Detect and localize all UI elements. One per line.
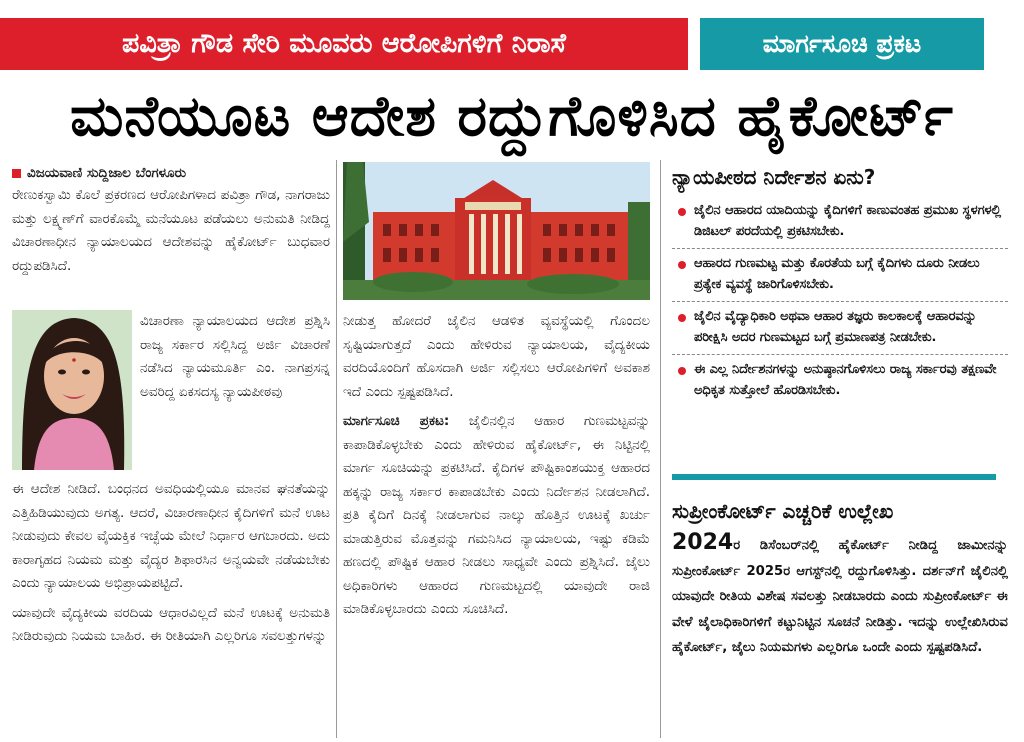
sidebar-divider xyxy=(672,474,996,480)
kicker-banner: ಪವಿತ್ರಾ ಗೌಡ ಸೇರಿ ಮೂವರು ಆರೋಪಿಗಳಿಗೆ ನಿರಾಸೆ xyxy=(0,18,688,70)
bullet-icon xyxy=(678,208,686,216)
byline-text: ವಿಜಯವಾಣಿ ಸುದ್ದಿಜಾಲ ಬೆಂಗಳೂರು xyxy=(27,165,187,181)
supreme-court-box-title: ಸುಪ್ರೀಂಕೋರ್ಟ್ ಎಚ್ಚರಿಕೆ ಉಲ್ಲೇಖ xyxy=(672,499,894,523)
direction-text: ಜೈಲಿನ ವೈದ್ಯಾಧಿಕಾರಿ ಅಥವಾ ಆಹಾರ ತಜ್ಞರು ಕಾಲಕಾಲಕ್ಕೆ ಆಹಾರವನ್ನು ಪರೀಕ್ಷಿಸಿ ಅದರ ಗುಣಮಟ್ಟದ ಬಗ್ಗೆ ಪ್ರಮಾಣಪತ್ರ ನೀಡಬೇಕು. xyxy=(694,309,977,345)
article-column-1 xyxy=(12,162,330,284)
subhead-guidelines: ಮಾರ್ಗಸೂಚಿ ಪ್ರಕಟ: xyxy=(343,413,450,429)
byline-square-icon xyxy=(12,169,21,178)
direction-item xyxy=(672,355,1008,407)
intro-paragraph: ರೇಣುಕಸ್ವಾಮಿ ಕೊಲೆ ಪ್ರಕರಣದ ಆರೋಪಿಗಳಾದ ಪವಿತ್ರಾ ಗೌಡ, ನಾಗರಾಜು ಮತ್ತು ಲಕ್ಷ್ಮಣ್‌ಗೆ ವಾರಕೊಮ್ಮೆ ಮನೆಯೂಟ ಪಡೆಯಲು ಅನುಮತಿ ನೀಡಿದ್ದ ವಿಚಾರಣಾಧೀನ ನ್ಯಾಯಾಲಯದ ಆದೇಶವನ್ನು ಹೈಕೋರ್ಟ್ ಬುಧವಾರ ರದ್ದುಪಡಿಸಿದೆ. xyxy=(12,187,330,274)
paragraph: ಈ ಆದೇಶ ನೀಡಿದೆ. ಬಂಧನದ ಅವಧಿಯಲ್ಲಿಯೂ ಮಾನವ ಘನತೆಯನ್ನು ಎತ್ತಿಹಿಡಿಯುವುದು ಅಗತ್ಯ. ಆದರೆ, ವಿಚಾರಣಾಧೀನ ಕೈದಿಗಳಿಗೆ ಮನೆ ಊಟ ನೀಡುವುದು ಕೇವಲ ವೈಯಕ್ತಿಕ ಇಚ್ಛೆಯ ಮೇಲೆ ನಿರ್ಧಾರ ಆಗಬಾರದು. ಅದು ಕಾರಾಗೃಹದ ನಿಯಮ ಮತ್ತು ವೈದ್ಯರ ಶಿಫಾರಸಿನ ಅನ್ವಯವೇ ನಡೆಯಬೇಕು ಎಂದು ನ್ಯಾಯಾಲಯ ಅಭಿಪ್ರಾಯಪಟ್ಟಿದೆ. xyxy=(12,481,330,591)
direction-item xyxy=(672,302,1008,355)
article-column-2 xyxy=(343,310,650,628)
article-column-1-lower xyxy=(12,478,330,655)
direction-item xyxy=(672,249,1008,302)
main-headline: ಮನೆಯೂಟ ಆದೇಶ ರದ್ದುಗೊಳಿಸಿದ ಹೈಕೋರ್ಟ್ xyxy=(70,84,954,149)
directions-list xyxy=(672,196,1008,407)
box-text: ರ ಡಿಸೆಂಬರ್‌ನಲ್ಲಿ ಹೈಕೋರ್ಟ್ ನೀಡಿದ್ದ ಜಾಮೀನನ್ನು ಸುಪ್ರೀಂಕೋರ್ಟ್ 2025ರ ಆಗಸ್ಟ್‌ನಲ್ಲಿ ರದ್ದುಗೊಳಿಸಿತ್ತು. ದರ್ಶನ್‌ಗೆ ಜೈಲಿನಲ್ಲಿ ಯಾವುದೇ ರೀತಿಯ ವಿಶೇಷ ಸವಲತ್ತು ನೀಡಬಾರದು ಎಂದು ಸುಪ್ರೀಂಕೋರ್ಟ್ ಈ ವೇಳೆ ಜೈಲಾಧಿಕಾರಿಗಳಿಗೆ ಕಟ್ಟುನಿಟ್ಟಿನ ಸೂಚನೆ ನೀಡಿತ್ತು. ಇದನ್ನು ಉಲ್ಲೇಖಿಸಿರುವ ಹೈಕೋರ್ಟ್, ಜೈಲು ನಿಯಮಗಳು ಎಲ್ಲರಿಗೂ ಒಂದೇ ಎಂದು ಸ್ಪಷ್ಟಪಡಿಸಿದೆ. xyxy=(672,538,1008,655)
paragraph: ಯಾವುದೇ ವೈದ್ಯಕೀಯ ವರದಿಯ ಆಧಾರವಿಲ್ಲದೆ ಮನೆ ಊಟಕ್ಕೆ ಅನುಮತಿ ನೀಡಿರುವುದು ನಿಯಮ ಬಾಹಿರ. ಈ ರೀತಿಯಾಗಿ ಎಲ್ಲರಿಗೂ ಸವಲತ್ತುಗಳನ್ನು xyxy=(12,604,330,644)
high-court-photo xyxy=(343,162,650,300)
sidebar-title: ನ್ಯಾಯಪೀಠದ ನಿರ್ದೇಶನ ಏನು? xyxy=(672,165,876,189)
year-highlight: 2024 xyxy=(672,530,734,555)
portrait-photo xyxy=(12,310,132,470)
direction-text: ಈ ಎಲ್ಲ ನಿರ್ದೇಶನಗಳನ್ನು ಅನುಷ್ಠಾನಗೊಳಿಸಲು ರಾಜ್ಯ ಸರ್ಕಾರವು ತಕ್ಷಣವೇ ಅಧಿಕೃತ ಸುತ್ತೋಲೆ ಹೊರಡಿಸಬೇಕು. xyxy=(694,362,997,398)
article-wrap-text: ವಿಚಾರಣಾ ನ್ಯಾಯಾಲಯದ ಆದೇಶ ಪ್ರಶ್ನಿಸಿ ರಾಜ್ಯ ಸರ್ಕಾರ ಸಲ್ಲಿಸಿದ್ದ ಅರ್ಜಿ ವಿಚಾರಣೆ ನಡೆಸಿದ ನ್ಯಾಯಮೂರ್ತಿ ಎಂ. ನಾಗಪ್ರಸನ್ನ ಅವರಿದ್ದ ಏಕಸದಸ್ಯ ನ್ಯಾಯಪೀಠವು xyxy=(140,313,330,400)
direction-text: ಜೈಲಿನ ಆಹಾರದ ಯಾದಿಯನ್ನು ಕೈದಿಗಳಿಗೆ ಕಾಣುವಂತಹ ಪ್ರಮುಖ ಸ್ಥಳಗಳಲ್ಲಿ ಡಿಜಿಟಲ್ ಪರದೆಯಲ್ಲಿ ಪ್ರಕಟಿಸಬೇಕು. xyxy=(694,203,1002,239)
guidelines-banner: ಮಾರ್ಗಸೂಚಿ ಪ್ರಕಟ xyxy=(700,18,984,70)
supreme-court-box-text xyxy=(672,530,1008,661)
bullet-icon xyxy=(678,367,686,375)
byline xyxy=(12,162,330,184)
direction-item xyxy=(672,196,1008,249)
paragraph-text: ಜೈಲಿನಲ್ಲಿನ ಆಹಾರ ಗುಣಮಟ್ಟವನ್ನು ಕಾಪಾಡಿಕೊಳ್ಳಬೇಕು ಎಂದು ಹೇಳಿರುವ ಹೈಕೋರ್ಟ್, ಈ ನಿಟ್ಟಿನಲ್ಲಿ ಮಾರ್ಗ ಸೂಚಿಯನ್ನು ಪ್ರಕಟಿಸಿದೆ. ಕೈದಿಗಳ ಪೌಷ್ಟಿಕಾಂಶಯುಕ್ತ ಆಹಾರದ ಹಕ್ಕನ್ನು ರಾಜ್ಯ ಸರ್ಕಾರ ಕಾಪಾಡಬೇಕು ಎಂದು ನಿರ್ದೇಶನ ನೀಡಲಾಗಿದೆ. ಪ್ರತಿ ಕೈದಿಗೆ ದಿನಕ್ಕೆ ನೀಡಲಾಗುವ ನಾಲ್ಕು ಹೊತ್ತಿನ ಊಟಕ್ಕೆ ಖರ್ಚು ಮಾಡುತ್ತಿರುವ ಮೊತ್ತವನ್ನು ಗಮನಿಸಿದ ನ್ಯಾಯಾಲಯ, ಇಷ್ಟು ಕಡಿಮೆ ಹಣದಲ್ಲಿ ಪೌಷ್ಟಿಕ ಆಹಾರ ನೀಡಲು ಸಾಧ್ಯವೇ ಎಂದು ಪ್ರಶ್ನಿಸಿದೆ. ಜೈಲು ಅಧಿಕಾರಿಗಳು ಆಹಾರದ ಗುಣಮಟ್ಟದಲ್ಲಿ ಯಾವುದೇ ರಾಜಿ ಮಾಡಿಕೊಳ್ಳಬಾರದು ಎಂದು ಸೂಚಿಸಿದೆ. xyxy=(343,413,650,617)
paragraph: ನೀಡುತ್ತ ಹೋದರೆ ಜೈಲಿನ ಆಡಳಿತ ವ್ಯವಸ್ಥೆಯಲ್ಲಿ ಗೊಂದಲ ಸೃಷ್ಟಿಯಾಗುತ್ತದೆ ಎಂದು ಹೇಳಿರುವ ನ್ಯಾಯಾಲಯ, ವೈದ್ಯಕೀಯ ವರದಿಯೊಂದಿಗೆ ಹೊಸದಾಗಿ ಅರ್ಜಿ ಸಲ್ಲಿಸಲು ಆರೋಪಿಗಳಿಗೆ ಅವಕಾಶ ಇದೆ ಎಂದು ಸ್ಪಷ್ಟಪಡಿಸಿದೆ. xyxy=(343,313,650,400)
bullet-icon xyxy=(678,314,686,322)
bullet-icon xyxy=(678,261,686,269)
column-divider xyxy=(660,160,661,738)
paragraph xyxy=(343,410,650,622)
column-divider xyxy=(336,160,337,738)
direction-text: ಆಹಾರದ ಗುಣಮಟ್ಟ ಮತ್ತು ಕೊರತೆಯ ಬಗ್ಗೆ ಕೈದಿಗಳು ದೂರು ನೀಡಲು ಪ್ರತ್ಯೇಕ ವ್ಯವಸ್ಥೆ ಜಾರಿಗೊಳಿಸಬೇಕು. xyxy=(694,256,980,292)
